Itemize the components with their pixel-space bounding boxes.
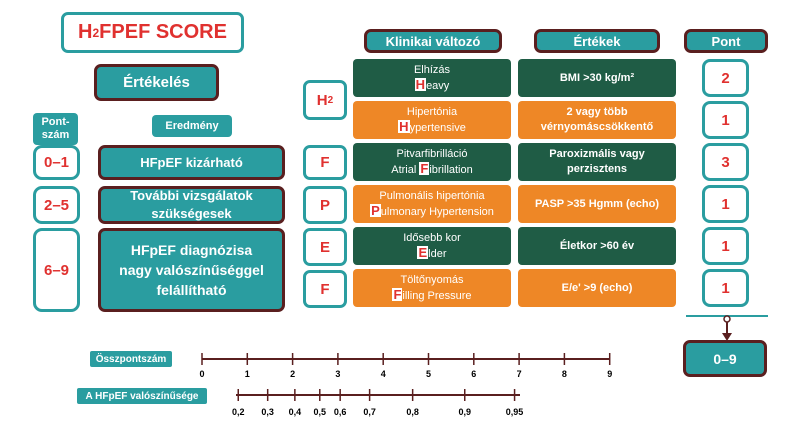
- value-cell: 2 vagy több vérnyomáscsökkentő: [518, 101, 676, 139]
- probability-tick-label: 0,2: [231, 407, 245, 417]
- value-cell: Életkor >60 év: [518, 227, 676, 265]
- point-count-label: Pont- szám: [33, 113, 78, 145]
- probability-tick-label: 0,5: [313, 407, 327, 417]
- score-title: [61, 12, 244, 53]
- total-ticks: [199, 353, 612, 379]
- probability-tick-label: 0,8: [406, 407, 419, 417]
- point-box: 2: [702, 59, 749, 97]
- value-cell: Paroxizmális vagy perzisztens: [518, 143, 676, 181]
- letter: H: [316, 91, 328, 109]
- probability-label: A HFpEF valószínűsége: [77, 388, 207, 404]
- total-tick-label: 8: [561, 369, 567, 379]
- clinical-en: lder: [428, 247, 447, 260]
- clinical-row: [353, 269, 511, 307]
- probability-tick-label: 0,3: [261, 407, 274, 417]
- total-tick-label: 5: [425, 369, 432, 379]
- range-box: 6–9: [33, 228, 80, 312]
- value-cell: E/e' >9 (echo): [518, 269, 676, 307]
- point-box: 1: [702, 185, 749, 223]
- title-rest: FPEF SCORE: [99, 21, 227, 43]
- title-prefix: H: [78, 21, 93, 43]
- point-box: 1: [702, 227, 749, 265]
- clinical-row: [353, 59, 511, 97]
- result-box: HFpEF kizárható: [98, 145, 285, 180]
- total-tick-label: 6: [471, 369, 477, 379]
- result-box: HFpEF diagnózisa nagy valószínűséggel felállítható: [98, 228, 285, 312]
- letter-subscript: 2: [327, 94, 334, 106]
- probability-tick-label: 0,9: [458, 407, 471, 417]
- probability-tick-label: 0,4: [288, 407, 302, 417]
- clinical-hu: Idősebb kor: [403, 231, 461, 244]
- value-cell: PASP >35 Hgmm (echo): [518, 185, 676, 223]
- letter-box-f: F: [303, 145, 347, 180]
- total-tick-label: 2: [290, 369, 296, 379]
- clinical-row: [353, 185, 511, 223]
- highlight-letter: H: [399, 118, 409, 134]
- probability-tick-label: 0,7: [363, 407, 376, 417]
- highlight-letter: E: [418, 244, 428, 260]
- score-scale: [190, 350, 630, 430]
- points-header: Pont: [684, 29, 768, 53]
- letter-box-f: F: [303, 270, 347, 308]
- clinical-en-prefix: Atrial: [391, 163, 420, 176]
- clinical-hu: Elhízás: [413, 63, 451, 76]
- point-box: 1: [702, 269, 749, 307]
- total-tick-label: 4: [380, 369, 386, 379]
- point-box: 3: [702, 143, 749, 181]
- sum-arrow: [680, 310, 780, 344]
- highlight-letter: F: [393, 286, 402, 302]
- clinical-en: ypertensive: [409, 121, 466, 134]
- highlight-letter: P: [371, 202, 380, 218]
- total-tick-label: 3: [335, 369, 341, 379]
- values-header: Értékek: [534, 29, 660, 53]
- point-box: 1: [702, 101, 749, 139]
- clinical-en: illing Pressure: [402, 289, 472, 302]
- total-range-box: 0–9: [683, 340, 767, 377]
- range-box: 0–1: [33, 145, 80, 180]
- total-tick-label: 9: [607, 369, 613, 379]
- clinical-hu: Pitvarfibrilláció: [396, 147, 468, 160]
- probability-tick-label: 0,95: [505, 407, 524, 417]
- clinical-en: ibrillation: [429, 163, 473, 176]
- value-cell: BMI >30 kg/m²: [518, 59, 676, 97]
- probability-ticks: [232, 389, 523, 417]
- total-score-label: Összpontszám: [90, 351, 172, 367]
- total-tick-label: 7: [516, 369, 522, 379]
- range-box: 2–5: [33, 186, 80, 224]
- letter-box-h2: [303, 80, 347, 120]
- total-tick-label: 0: [199, 369, 205, 379]
- letter-box-p: P: [303, 186, 347, 224]
- result-label: Eredmény: [152, 115, 232, 137]
- clinical-row: [353, 101, 511, 139]
- clinical-hu: Hipertónia: [406, 105, 458, 118]
- clinical-en: ulmonary Hypertension: [380, 205, 494, 218]
- clinical-row: [353, 143, 511, 181]
- result-box: További vizsgálatok szükségesek: [98, 186, 285, 224]
- evaluation-header: Értékelés: [94, 64, 219, 101]
- clinical-variable-header: Klinikai változó: [364, 29, 502, 53]
- title-subscript: 2: [92, 25, 100, 40]
- highlight-letter: F: [420, 160, 429, 176]
- letter-box-e: E: [303, 228, 347, 266]
- clinical-hu: Pulmonális hipertónia: [379, 189, 485, 202]
- clinical-en: eavy: [426, 79, 450, 92]
- probability-tick-label: 0,6: [333, 407, 347, 417]
- clinical-hu: Töltőnyomás: [400, 273, 464, 286]
- total-tick-label: 1: [244, 369, 250, 379]
- highlight-letter: H: [415, 76, 426, 92]
- clinical-row: [353, 227, 511, 265]
